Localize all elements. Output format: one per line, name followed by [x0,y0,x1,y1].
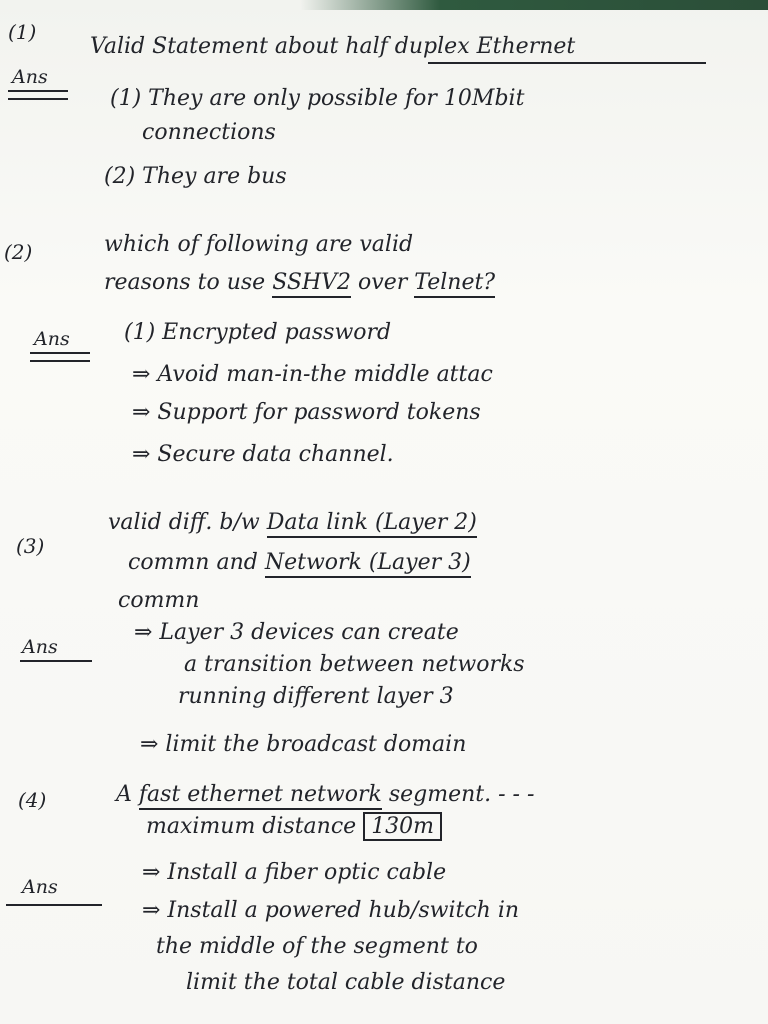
q1-ans-2: (2) They are bus [104,164,287,189]
q2-telnet-term: Telnet? [414,270,495,298]
q3-datalink-term: Data link (Layer 2) [267,510,477,538]
q2-ans-4: ⇒ Secure data channel. [132,442,394,467]
q3-line2-pre: commn and [128,550,258,575]
page-top-edge [300,0,768,10]
q2-ans-1: (1) Encrypted password [124,320,392,345]
q2-line2-pre: reasons to use [104,270,266,295]
q2-ans-label: Ans [34,328,70,350]
q4-distance-box: 130m [363,812,442,841]
q1-title-text: Valid Statement about half duplex Ethernet [90,34,576,59]
q1-ans-underline [8,90,68,100]
q4-fast-ethernet-term: fast ethernet network [139,782,382,810]
q3-ans-label: Ans [22,636,58,658]
q3-ans-1b: a transition between networks [184,652,525,677]
q2-ans-2: ⇒ Avoid man-in-the middle attac [132,362,493,387]
q1-ans-1a: (1) They are only possible for 10Mbit [110,86,525,111]
q4-line2-pre: maximum distance [146,814,357,839]
q3-ans-1: ⇒ Layer 3 devices can create [134,620,459,645]
q4-line1 [116,784,534,806]
q2-line1: which of following are valid [104,232,414,257]
q1-title-underline [428,62,706,64]
q2-ans-underline [30,352,90,362]
q2-line2 [104,272,495,294]
q4-ans-underline [6,904,102,906]
q3-line3: commn [118,588,200,613]
q2-number: (2) [4,240,33,264]
q3-line1 [108,512,477,534]
q4-ans-2c: limit the total cable distance [186,970,506,995]
q1-ans-label: Ans [12,66,48,88]
q2-ans-3: ⇒ Support for password tokens [132,400,481,425]
q3-line2 [128,552,471,574]
q1-ans-1b: connections [142,120,276,145]
q4-ans-1: ⇒ Install a fiber optic cable [142,860,447,885]
q1-title [90,36,575,58]
q1-number: (1) [8,20,37,44]
q4-number: (4) [18,788,47,812]
q4-ans-label: Ans [22,876,58,898]
q3-line1-pre: valid diff. b/w [108,510,260,535]
q3-ans-underline [20,660,92,662]
q4-ans-2b: the middle of the segment to [156,934,478,959]
q3-network-term: Network (Layer 3) [265,550,471,578]
q3-ans-1c: running different layer 3 [178,684,454,709]
q3-number: (3) [16,534,45,558]
q2-line2-mid: over [358,270,408,295]
q4-line2 [146,816,442,838]
q3-ans-2: ⇒ limit the broadcast domain [140,732,467,757]
q4-line1-pre: A [116,782,132,807]
q4-line1-post: segment. - - - [388,782,535,807]
q2-ssh-term: SSHV2 [272,270,351,298]
q4-ans-2a: ⇒ Install a powered hub/switch in [142,898,520,923]
